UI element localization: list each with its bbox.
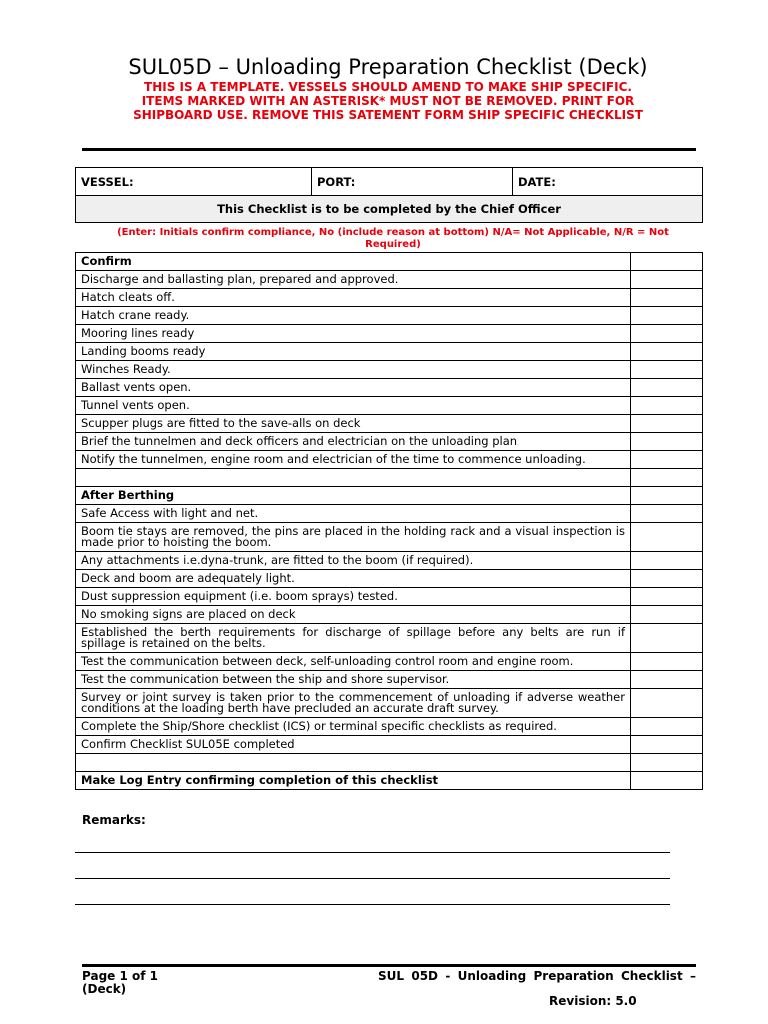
date-field[interactable] (513, 168, 703, 196)
checklist-row (76, 552, 703, 570)
check-cell[interactable] (631, 505, 703, 523)
log-entry-item: Make Log Entry confirming completion of this checklist (76, 772, 631, 790)
check-cell[interactable] (631, 343, 703, 361)
section-heading: After Berthing (76, 487, 631, 505)
checklist-item: Confirm Checklist SUL05E completed (76, 736, 631, 754)
remarks-label: Remarks: (82, 813, 146, 827)
check-cell[interactable] (631, 325, 703, 343)
checklist-item: Any attachments i.e.dyna-trunk, are fitted to the boom (if required). (76, 552, 631, 570)
checklist-item: No smoking signs are placed on deck (76, 606, 631, 624)
checklist-item: Winches Ready. (76, 361, 631, 379)
checklist-row (76, 415, 703, 433)
check-cell[interactable] (631, 772, 703, 790)
remarks-line[interactable] (75, 852, 670, 853)
check-cell[interactable] (631, 469, 703, 487)
checklist-row (76, 624, 703, 653)
checklist-row (76, 653, 703, 671)
check-cell[interactable] (631, 689, 703, 718)
check-cell[interactable] (631, 570, 703, 588)
checklist-item: Hatch cleats off. (76, 289, 631, 307)
checklist-row (76, 606, 703, 624)
check-cell[interactable] (631, 379, 703, 397)
check-cell[interactable] (631, 361, 703, 379)
checklist-row (76, 397, 703, 415)
footer-revision: Revision: 5.0 (549, 994, 637, 1008)
blank-row (76, 754, 703, 772)
checklist-row (76, 379, 703, 397)
checklist-row (76, 325, 703, 343)
checklist-row (76, 271, 703, 289)
remarks-line[interactable] (75, 904, 670, 905)
check-cell[interactable] (631, 754, 703, 772)
check-cell[interactable] (631, 736, 703, 754)
footer-divider (82, 964, 696, 967)
checklist-row (76, 343, 703, 361)
checklist-item: Survey or joint survey is taken prior to the commencement of unloading if adverse weather conditions at the loading berth have precluded an accurate draft survey. (76, 689, 631, 718)
checklist-row (76, 307, 703, 325)
checklist-item: Scupper plugs are fitted to the save-alls on deck (76, 415, 631, 433)
check-cell[interactable] (631, 307, 703, 325)
checklist-row (76, 505, 703, 523)
check-cell[interactable] (631, 397, 703, 415)
checklist-item: Test the communication between deck, self-unloading control room and engine room. (76, 653, 631, 671)
page-number: Page 1 of 1 (82, 969, 158, 983)
blank-cell (76, 469, 631, 487)
checklist-item: Hatch crane ready. (76, 307, 631, 325)
checklist-item: Complete the Ship/Shore checklist (ICS) or terminal specific checklists as required. (76, 718, 631, 736)
checklist-row (76, 718, 703, 736)
checklist-row (76, 570, 703, 588)
vessel-label: VESSEL: (81, 174, 134, 189)
check-cell[interactable] (631, 588, 703, 606)
checklist-row (76, 689, 703, 718)
vessel-field[interactable] (76, 168, 312, 196)
check-cell[interactable] (631, 415, 703, 433)
section-heading-row (76, 253, 703, 271)
checklist-item: Notify the tunnelmen, engine room and electrician of the time to commence unloading. (76, 451, 631, 469)
check-cell[interactable] (631, 653, 703, 671)
checklist-item: Deck and boom are adequately light. (76, 570, 631, 588)
checklist-item: Established the berth requirements for discharge of spillage before any belts are run if spillage is retained on the belts. (76, 624, 631, 653)
checklist-item: Ballast vents open. (76, 379, 631, 397)
check-cell[interactable] (631, 523, 703, 552)
header-divider (82, 148, 696, 151)
check-cell[interactable] (631, 624, 703, 653)
check-cell[interactable] (631, 552, 703, 570)
check-cell[interactable] (631, 451, 703, 469)
checklist-item: Tunnel vents open. (76, 397, 631, 415)
checklist-row (76, 736, 703, 754)
notice-line: THIS IS A TEMPLATE. VESSELS SHOULD AMEND TO MAKE SHIP SPECIFIC. (144, 80, 632, 94)
final-row (76, 772, 703, 790)
template-notice (0, 80, 768, 122)
check-cell[interactable] (631, 487, 703, 505)
blank-cell (76, 754, 631, 772)
document-title: SUL05D – Unloading Preparation Checklist (Deck) (128, 55, 648, 79)
port-label: PORT: (317, 174, 356, 189)
header-table (75, 167, 703, 223)
page-subtitle: (Deck) (82, 982, 127, 996)
completed-by-note: This Checklist is to be completed by the Chief Officer (76, 196, 703, 223)
checklist-row (76, 289, 703, 307)
blank-row (76, 469, 703, 487)
section-heading: Confirm (76, 253, 631, 271)
footer-doc-ref: SUL 05D - Unloading Preparation Checklist – (378, 969, 696, 983)
checklist-table (75, 252, 703, 790)
remarks-line[interactable] (75, 878, 670, 879)
checklist-row (76, 671, 703, 689)
checklist-item: Dust suppression equipment (i.e. boom sprays) tested. (76, 588, 631, 606)
checklist-item: Safe Access with light and net. (76, 505, 631, 523)
check-cell[interactable] (631, 718, 703, 736)
checklist-item: Boom tie stays are removed, the pins are placed in the holding rack and a visual inspection is made prior to hoisting the boom. (76, 523, 631, 552)
check-cell[interactable] (631, 289, 703, 307)
section-heading-row (76, 487, 703, 505)
check-cell[interactable] (631, 271, 703, 289)
port-field[interactable] (312, 168, 513, 196)
checklist-row (76, 523, 703, 552)
check-cell[interactable] (631, 433, 703, 451)
checklist-item: Landing booms ready (76, 343, 631, 361)
footer-page (82, 970, 158, 996)
checklist-item: Test the communication between the ship and shore supervisor. (76, 671, 631, 689)
notice-line: ITEMS MARKED WITH AN ASTERISK* MUST NOT BE REMOVED. PRINT FOR (141, 94, 635, 108)
checklist-row (76, 588, 703, 606)
checklist-item: Discharge and ballasting plan, prepared and approved. (76, 271, 631, 289)
notice-line: SHIPBOARD USE. REMOVE THIS SATEMENT FORM SHIP SPECIFIC CHECKLIST (133, 108, 643, 122)
check-cell[interactable] (631, 253, 703, 271)
check-cell[interactable] (631, 606, 703, 624)
date-label: DATE: (518, 174, 556, 189)
checklist-row (76, 361, 703, 379)
checklist-item: Mooring lines ready (76, 325, 631, 343)
checklist-item: Brief the tunnelmen and deck officers and electrician on the unloading plan (76, 433, 631, 451)
instruction-note: (Enter: Initials confirm compliance, No (include reason at bottom) N/A= Not Applicable, N/R = Not Required) (117, 227, 669, 250)
check-cell[interactable] (631, 671, 703, 689)
checklist-row (76, 451, 703, 469)
checklist-row (76, 433, 703, 451)
